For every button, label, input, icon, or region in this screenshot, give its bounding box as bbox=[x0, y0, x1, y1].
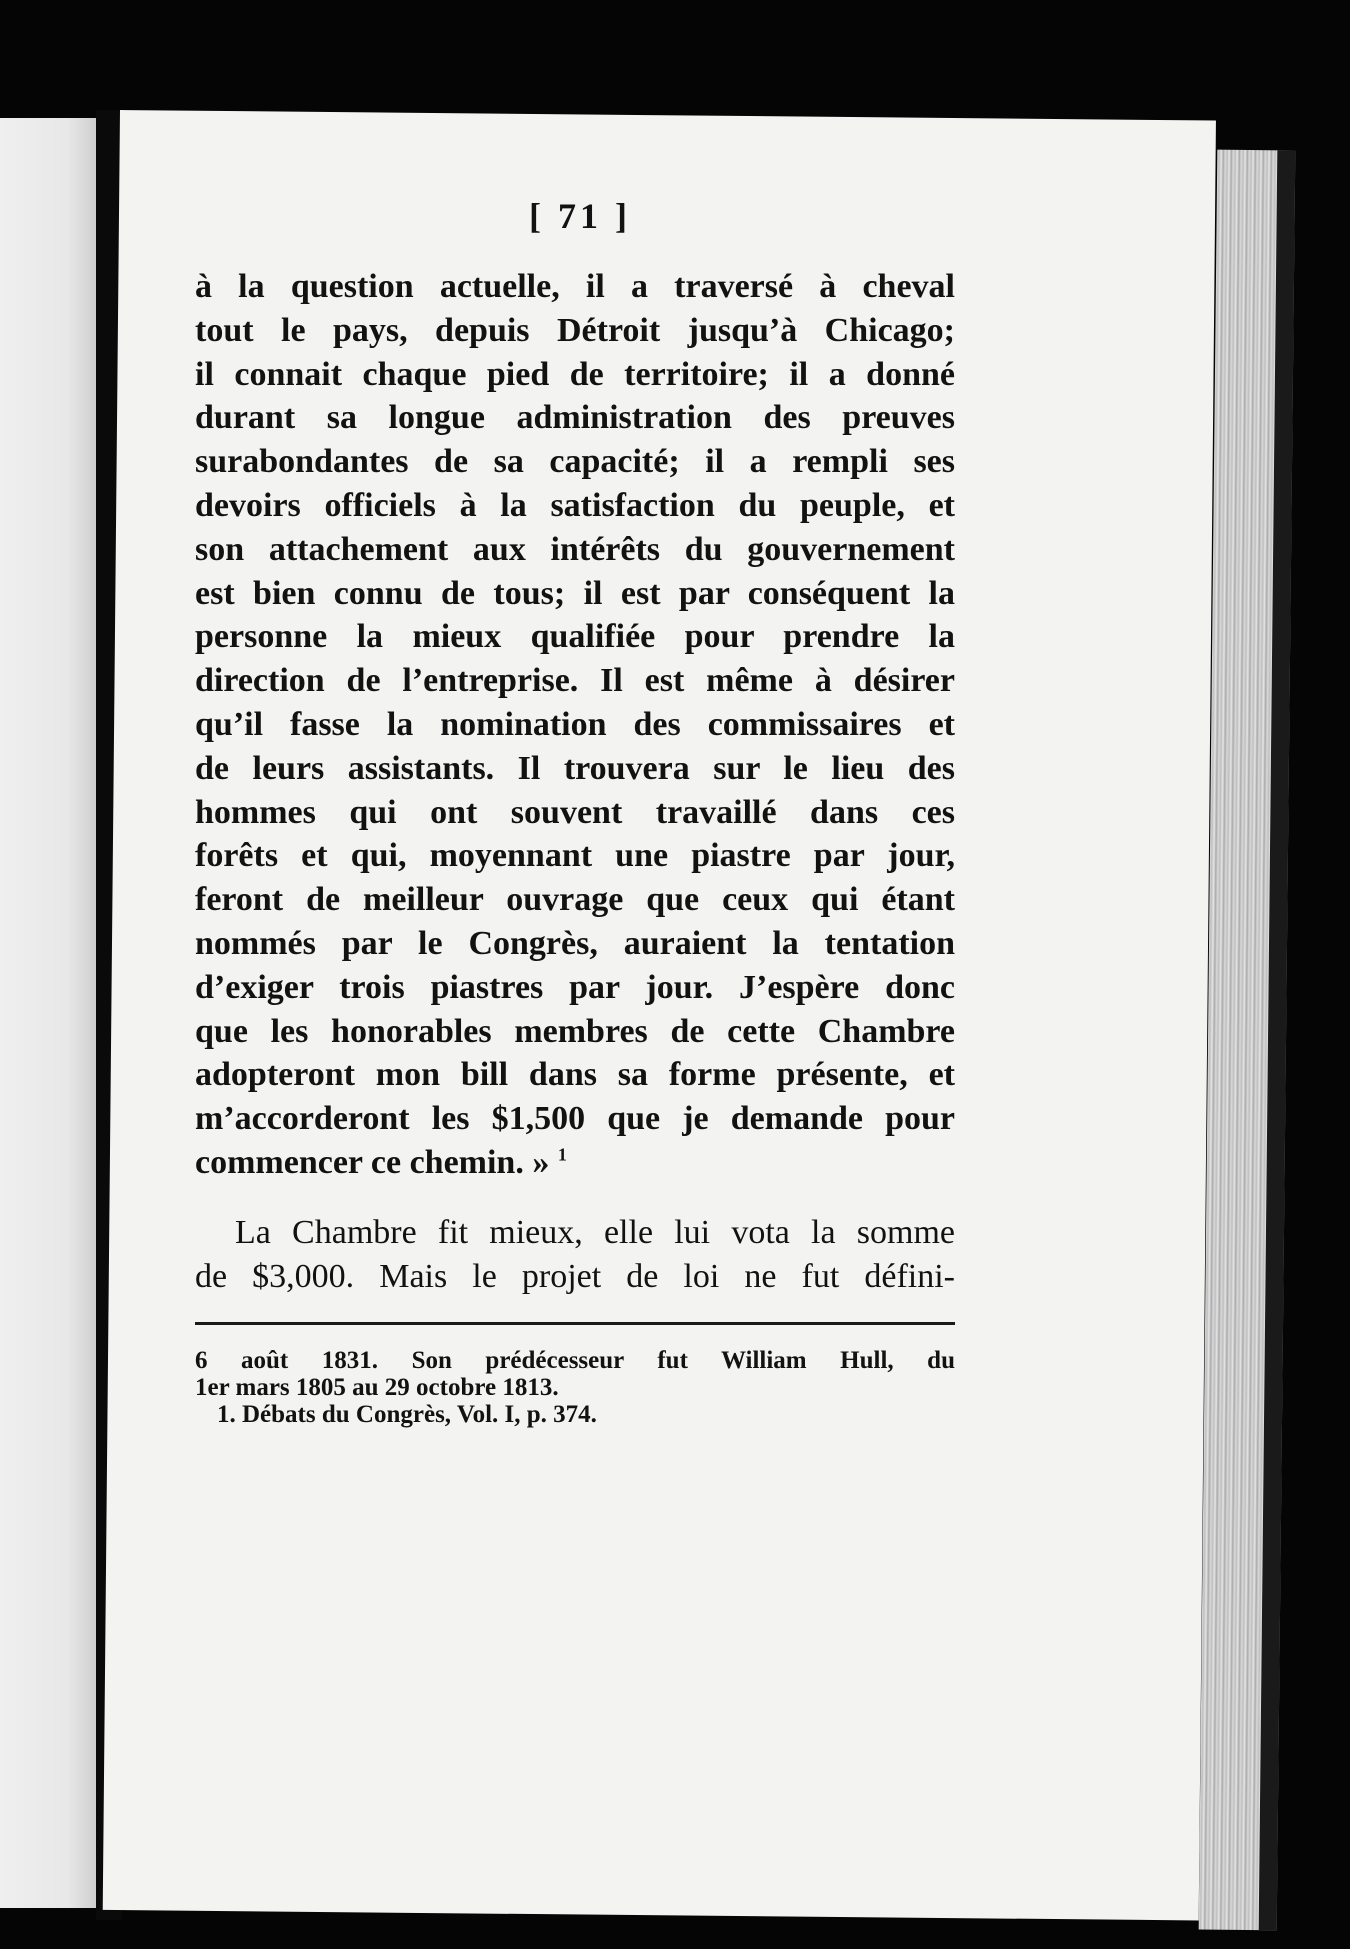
text-line: à la question actuelle, il a traversé à cheval bbox=[195, 268, 955, 305]
text-line-last bbox=[195, 1141, 955, 1185]
text-line: durant sa longue administration des preuves bbox=[195, 399, 955, 437]
text-line: d’exiger trois piastres par jour. J’espère donc bbox=[195, 968, 955, 1006]
footnote-line: 1er mars 1805 au 29 octobre 1813. bbox=[195, 1374, 559, 1402]
footnote-marker: 1 bbox=[557, 1144, 567, 1165]
text-line: qu’il fasse la nomination des commissaires et bbox=[195, 705, 955, 743]
footnote-line: 6 août 1831. Son prédécesseur fut William Hull, du bbox=[195, 1347, 955, 1375]
text-line: de leurs assistants. Il trouvera sur le lieu des bbox=[195, 749, 955, 787]
text-line: de $3,000. Mais le projet de loi ne fut défini- bbox=[195, 1257, 955, 1295]
footnotes bbox=[195, 1347, 955, 1428]
text-line: personne la mieux qualifiée pour prendre la bbox=[195, 618, 955, 656]
text-line: forêts et qui, moyennant une piastre par jour, bbox=[195, 837, 955, 875]
text-line: est bien connu de tous; il est par conséquent la bbox=[195, 574, 955, 612]
text-line: nommés par le Congrès, auraient la tentation bbox=[195, 924, 955, 962]
text-line: que les honorables membres de cette Chambre bbox=[195, 1012, 955, 1050]
closing-quote-text: commencer ce chemin. » bbox=[195, 1143, 550, 1181]
footnote-divider bbox=[195, 1322, 955, 1325]
footnote-line: 1. Débats du Congrès, Vol. I, p. 374. bbox=[217, 1401, 597, 1429]
text-line: hommes qui ont souvent travaillé dans ces bbox=[195, 793, 955, 831]
text-line: La Chambre fit mieux, elle lui vota la somme bbox=[235, 1213, 955, 1251]
text-line: son attachement aux intérêts du gouvernement bbox=[195, 530, 955, 568]
text-line: feront de meilleur ouvrage que ceux qui étant bbox=[195, 881, 955, 919]
text-line: surabondantes de sa capacité; il a rempli ses bbox=[195, 443, 955, 481]
text-line: m’accorderont les $1,500 que je demande pour bbox=[195, 1100, 955, 1138]
main-paragraph bbox=[195, 265, 955, 1185]
text-block bbox=[195, 195, 955, 1428]
text-line: tout le pays, depuis Détroit jusqu’à Chicago; bbox=[195, 311, 955, 349]
page-stack-edge bbox=[1199, 150, 1296, 1931]
text-line: direction de l’entreprise. Il est même à désirer bbox=[195, 662, 955, 700]
second-paragraph bbox=[195, 1211, 955, 1299]
text-line: adopteront mon bill dans sa forme présente, et bbox=[195, 1056, 955, 1094]
facing-page-edge bbox=[0, 118, 96, 1908]
page-number: [ 71 ] bbox=[529, 196, 631, 236]
text-line: devoirs officiels à la satisfaction du peuple, et bbox=[195, 486, 955, 524]
text-line: il connait chaque pied de territoire; il a donné bbox=[195, 355, 955, 393]
